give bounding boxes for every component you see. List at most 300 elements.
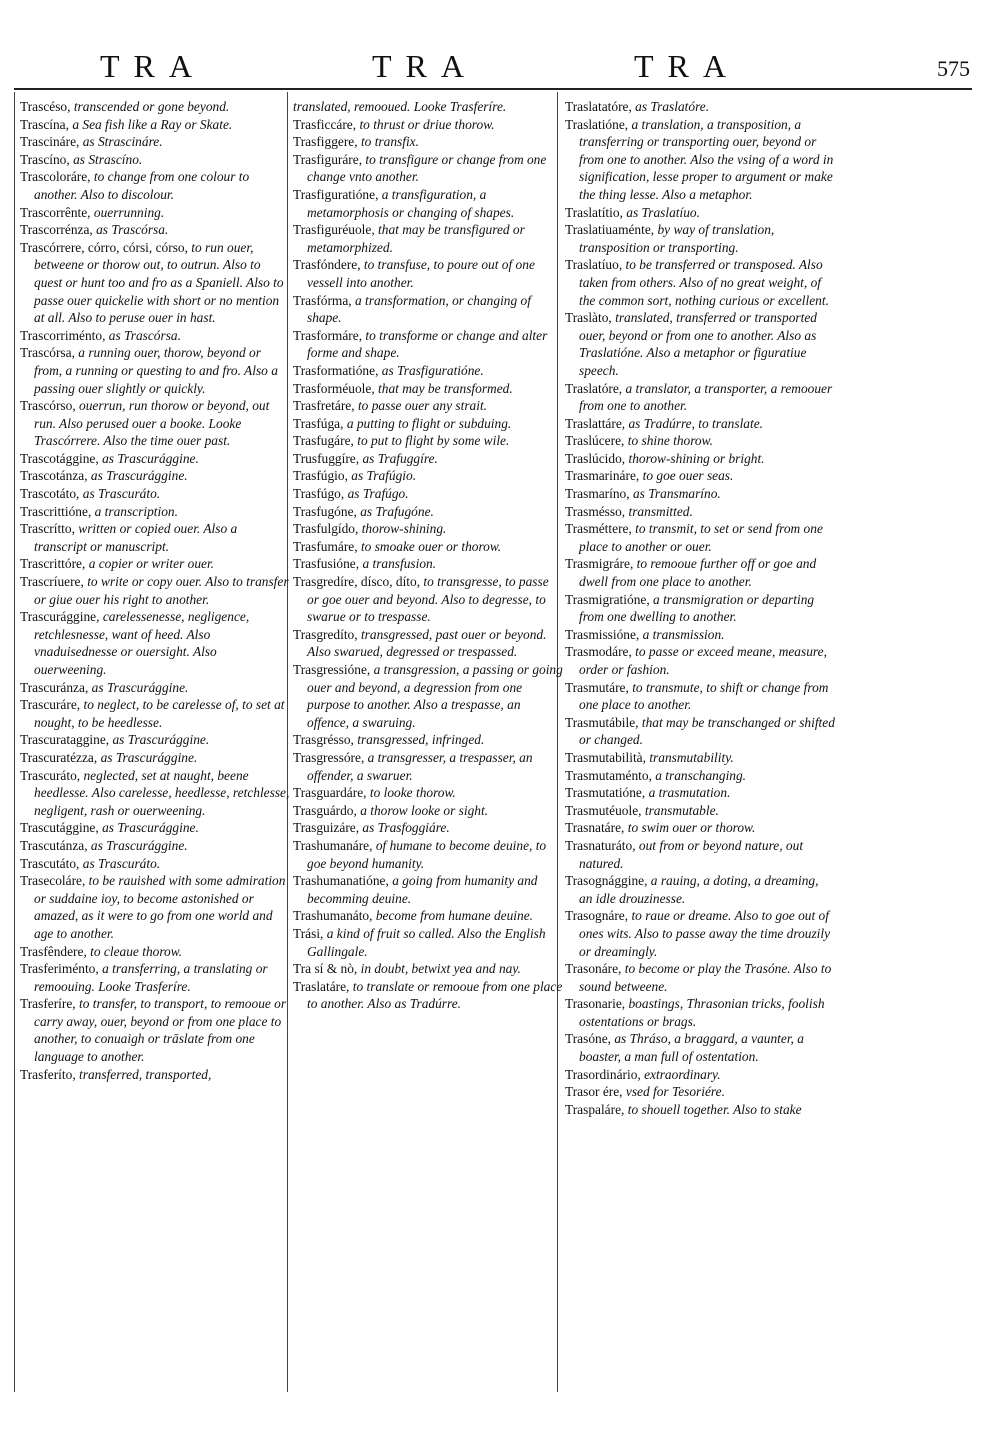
entry-gloss: to change from one colour to another. Also to discolour. (34, 169, 250, 202)
entry-gloss: as Trascurággine. (102, 450, 199, 466)
dictionary-entry (20, 344, 290, 397)
entry-headword: Trascrítto, (20, 521, 79, 537)
entry-gloss: a transfiguration, a metamorphosis or changing of shapes. (307, 186, 515, 220)
entry-headword: Trasmutabilità, (565, 749, 650, 765)
dictionary-entry (20, 204, 290, 222)
entry-headword: Trascéso, (20, 99, 74, 114)
entry-gloss: of humane to become deuine, to goe beyond humanity. (307, 837, 547, 871)
entry-headword: Trasmodáre, (565, 644, 636, 660)
entry-gloss: to transfer, to transport, to remooue or carry away, ouer, beyond or from one place to another, to conuaigh or trāslate from one language to another. (34, 996, 287, 1065)
dictionary-entry (20, 327, 290, 345)
entry-gloss: as Trascuráto. (82, 486, 161, 502)
entry-gloss: to looke thorow. (369, 785, 456, 801)
dictionary-entry (565, 520, 835, 555)
entry-headword: Trasmigratióne, (565, 591, 654, 607)
entry-headword: Trasmutábile, (565, 714, 642, 730)
entry-headword: Tra sí & nò, (293, 961, 361, 977)
dictionary-entry (565, 591, 835, 626)
entry-gloss: to neglect, to be carelesse of, to set at nought, to be heedlesse. (34, 697, 285, 730)
entry-gloss: to cleaue thorow. (90, 943, 183, 959)
dictionary-entry (565, 767, 835, 785)
entry-headword: Trasmigráre, (565, 556, 637, 572)
entry-headword: Trascorrénza, (20, 222, 97, 238)
dictionary-entry (293, 327, 563, 362)
dictionary-entry (565, 714, 835, 749)
entry-headword: Traslatiuaménte, (565, 222, 658, 238)
entry-headword: Trasméssо, (565, 503, 629, 519)
dictionary-entry (20, 767, 290, 820)
dictionary-entry (565, 415, 835, 433)
entry-gloss: transcended or gone beyond. (73, 99, 230, 114)
entry-gloss: out from or beyond nature, out natured. (579, 837, 804, 871)
dictionary-entry (293, 784, 563, 802)
dictionary-entry (293, 573, 563, 626)
running-head-right: TRA (634, 48, 740, 84)
entry-gloss: a transgresser, a trespasser, an offender, a swaruer. (307, 749, 533, 783)
entry-headword: Trasonarie, (565, 996, 629, 1012)
entry-headword: Trasméttere, (565, 521, 636, 537)
entry-headword: Trasfretáre, (293, 398, 358, 414)
dictionary-entry (293, 907, 563, 925)
entry-headword: Trascína, (20, 116, 73, 132)
dictionary-entry (565, 679, 835, 714)
entry-headword: Trascríuere, (20, 574, 88, 590)
dictionary-entry (293, 415, 563, 433)
entry-gloss: to swim ouer or thorow. (627, 820, 756, 836)
dictionary-entry (293, 450, 563, 468)
entry-gloss: a putting to flight or subduing. (346, 415, 512, 431)
entry-headword: Trasfiggere, (293, 134, 361, 150)
entry-headword: Trascórsa, (20, 345, 79, 361)
entry-headword: Trasognággine, (565, 873, 651, 889)
dictionary-entry (20, 133, 290, 151)
dictionary-entry (565, 450, 835, 468)
dictionary-entry (20, 239, 290, 327)
entry-gloss: a transmission. (642, 626, 725, 642)
entry-gloss: to transgresse, to passe or goe ouer and beyond. Also to degresse, to swarue or to trespasse. (307, 574, 549, 625)
dictionary-entry (20, 151, 290, 169)
entry-gloss: transferred, transported, (79, 1066, 212, 1082)
dictionary-entry (565, 643, 835, 678)
dictionary-entry (565, 1083, 835, 1101)
dictionary-entry (293, 626, 563, 661)
entry-headword: Trascotáto, (20, 486, 83, 502)
entry-headword: Traslúcere, (565, 433, 628, 449)
entry-gloss: ouerrunning. (93, 204, 165, 220)
entry-gloss: as Tradúrre, to translate. (628, 415, 764, 431)
dictionary-entry (565, 626, 835, 644)
entry-headword: Trashumanatióne, (293, 873, 393, 889)
entry-gloss: as Trascurággine. (90, 837, 188, 853)
dictionary-entry (20, 855, 290, 873)
entry-gloss: carelessenesse, negligence, retchlesnesse, want of heed. Also vnaduisednesse or ouersight. Also ouerweening. (34, 609, 250, 677)
entry-headword: Trasnaturáto, (565, 837, 639, 853)
dictionary-entry (565, 837, 835, 872)
entry-gloss: written or copied ouer. Also a transcript or manuscript. (34, 521, 238, 554)
entry-gloss: that may be transfigured or metamorphized. (307, 222, 525, 255)
entry-gloss: a Sea fish like a Ray or Skate. (72, 116, 233, 132)
entry-gloss: a transgression, a passing or going ouer and beyond, a degression from one purpose to another. Also a trespasse, an offence, a swaruing. (307, 662, 563, 730)
dictionary-entry (293, 485, 563, 503)
entry-headword: Trasgressióne, (293, 662, 374, 677)
dictionary-entry (293, 151, 563, 186)
page-number: 575 (937, 56, 970, 81)
entry-gloss: a transmigration or departing from one dwelling to another. (579, 591, 815, 625)
entry-headword: Trascotággine, (20, 450, 103, 466)
entry-headword: Trascutáto, (20, 855, 83, 871)
entry-headword: Trasformáre, (293, 327, 366, 343)
entry-gloss: to be transferred or transposed. Also taken from others. Also of no great weight, of the common sort, nothing curious or excellent. (579, 257, 829, 308)
entry-gloss: transmitted. (628, 503, 693, 519)
entry-gloss: to put to flight by some wile. (357, 433, 510, 449)
entry-gloss: a copier or writer ouer. (88, 556, 215, 572)
entry-headword: Traslatóre, (565, 380, 626, 396)
entry-headword: Trascrittióne, (20, 503, 95, 519)
entry-headword: Trasficcáre, (293, 116, 360, 132)
entry-headword: Traslúcido, (565, 450, 629, 466)
dictionary-entry (20, 221, 290, 239)
dictionary-entry (20, 679, 290, 697)
dictionary-entry (293, 221, 563, 256)
entry-gloss: as Traslatóre. (635, 99, 710, 114)
entry-headword: Trasfêndere, (20, 943, 91, 959)
dictionary-entry (20, 1066, 290, 1084)
entry-headword: Trasfúgio, (293, 468, 352, 484)
dictionary-entry (20, 749, 290, 767)
entry-headword: Traslatióne, (565, 116, 632, 132)
dictionary-entry (20, 520, 290, 555)
dictionary-entry (565, 204, 835, 222)
entry-gloss: as Trascórsa. (108, 327, 181, 343)
entry-gloss: transgressed, past ouer or beyond. Also swarued, degressed or trespassed. (307, 626, 547, 660)
column-3 (565, 98, 835, 1118)
dictionary-entry (20, 995, 290, 1065)
entry-gloss: extraordinary. (644, 1066, 721, 1082)
entry-gloss: to transmit, to set or send from one place to another or ouer. (579, 521, 823, 554)
dictionary-entry (293, 555, 563, 573)
dictionary-entry (20, 168, 290, 203)
dictionary-entry (565, 467, 835, 485)
entry-headword: Trasferíto, (20, 1066, 80, 1082)
entry-headword: Trasognáre, (565, 908, 632, 924)
entry-gloss: as Trafúgo. (347, 486, 409, 502)
entry-gloss: as Thráso, a braggard, a vaunter, a boaster, a man full of ostentation. (579, 1031, 804, 1065)
entry-gloss: transmutable. (644, 802, 719, 818)
entry-headword: Trasgredíre, dísco, díto, (293, 574, 424, 590)
entry-gloss: a transformation, or changing of shape. (307, 292, 531, 326)
dictionary-entry (293, 503, 563, 521)
dictionary-entry (20, 116, 290, 134)
dictionary-entry (565, 872, 835, 907)
entry-headword: Trasgredíto, (293, 626, 361, 642)
dictionary-entry (565, 819, 835, 837)
dictionary-entry (565, 309, 835, 379)
dictionary-entry (293, 837, 563, 872)
dictionary-entry (20, 467, 290, 485)
entry-gloss: a translation, a transposition, a transferring or transporting ouer, beyond or from one to another. Also the vsing of a word in signification, lesse proper to argument or make the thing lesse. Also a metaphor. (579, 116, 834, 202)
entry-headword: Trascináre, (20, 134, 83, 150)
entry-headword: Trasnatáre, (565, 820, 628, 836)
entry-gloss: a transcription. (94, 503, 178, 519)
dictionary-entry (565, 380, 835, 415)
entry-gloss: that may be transformed. (378, 380, 513, 396)
entry-headword: Trascutánza, (20, 837, 91, 853)
dictionary-entry (20, 872, 290, 942)
dictionary-entry (20, 485, 290, 503)
dictionary-entry (293, 362, 563, 380)
dictionary-entry (20, 837, 290, 855)
dictionary-entry (293, 731, 563, 749)
entry-gloss: a transferring, a translating or remoouing. Looke Trasferíre. (34, 961, 268, 994)
dictionary-entry (565, 432, 835, 450)
dictionary-entry (565, 221, 835, 256)
entry-headword: Trasgrésso, (293, 732, 358, 748)
entry-gloss: as Strascináre. (82, 134, 163, 150)
entry-headword: Trasfúgo, (293, 486, 348, 502)
dictionary-entry (293, 925, 563, 960)
dictionary-entry (293, 520, 563, 538)
entry-gloss: to transfigure or change from one change vnto another. (307, 151, 547, 185)
entry-headword: Trasmutéuole, (565, 802, 645, 818)
dictionary-entry (293, 978, 563, 1013)
entry-headword: Trasor ére, (565, 1084, 626, 1100)
dictionary-entry (20, 98, 290, 116)
entry-gloss: to transfuse, to poure out of one vessell into another. (307, 257, 535, 290)
dictionary-entry (565, 995, 835, 1030)
entry-gloss: as Trafúgio. (351, 468, 417, 484)
entry-headword: Trasformatióne, (293, 362, 382, 378)
entry-headword: Trascorrênte, (20, 204, 94, 220)
entry-gloss: to transforme or change and alter forme and shape. (307, 327, 548, 361)
entry-headword: Trasfumáre, (293, 538, 361, 554)
entry-gloss: as Trasfoggiáre. (362, 820, 450, 836)
entry-gloss: to goe ouer seas. (642, 468, 734, 484)
entry-gloss: to write or copy ouer. Also to transfer or giue ouer his right to another. (34, 574, 289, 607)
entry-gloss: that may be transchanged or shifted or changed. (579, 714, 835, 748)
dictionary-entry (20, 573, 290, 608)
dictionary-entry (565, 907, 835, 960)
entry-gloss: a thorow looke or sight. (360, 802, 489, 818)
running-head-center: TRA (372, 48, 478, 84)
dictionary-entry (293, 661, 563, 731)
entry-gloss: to translate or remooue from one place to another. Also as Tradúrre. (307, 978, 563, 1012)
dictionary-entry (293, 432, 563, 450)
entry-gloss: thorow-shining or bright. (628, 450, 765, 466)
entry-headword: Trasmarináre, (565, 468, 643, 484)
entry-gloss: as Trascurággine. (90, 468, 188, 484)
entry-gloss: translated, transferred or transported ouer, beyond or from one to another. Also as Traslatióne. Also a metaphor or figuratiue speech. (579, 310, 817, 378)
entry-headword: Trasecoláre, (20, 873, 89, 889)
dictionary-entry (293, 133, 563, 151)
entry-headword: Trascuratézza, (20, 749, 101, 765)
column-1 (20, 98, 290, 1083)
entry-headword: Traslatítio, (565, 204, 627, 220)
dictionary-entry (20, 608, 290, 678)
entry-headword: Traslatáre, (293, 978, 353, 994)
entry-headword: Trasmaríno, (565, 486, 633, 502)
entry-headword: Trashumanáre, (293, 837, 376, 853)
entry-headword: Trascíno, (20, 151, 74, 167)
entry-headword: Trasmutáre, (565, 679, 633, 695)
dictionary-entry (565, 98, 835, 116)
header-rule (14, 88, 972, 90)
dictionary-entry (20, 450, 290, 468)
dictionary-entry (565, 1030, 835, 1065)
dictionary-entry (293, 872, 563, 907)
entry-headword: Trasfugáre, (293, 433, 358, 449)
entry-gloss: a translator, a transporter, a remoouer from one to another. (579, 380, 833, 414)
entry-headword: Trasguárdo, (293, 802, 361, 818)
dictionary-entry (20, 819, 290, 837)
entry-headword: Trascórrere, córro, córsi, córso, (20, 239, 192, 255)
dictionary-entry (293, 380, 563, 398)
dictionary-entry (293, 749, 563, 784)
entry-gloss: as Trascurággine. (91, 679, 189, 695)
entry-gloss: to shouell together. Also to stake (627, 1101, 802, 1117)
entry-headword: Trasóne, (565, 1031, 615, 1047)
entry-gloss: as Trascurággine. (112, 732, 210, 748)
entry-gloss: to thrust or driue thorow. (359, 116, 495, 132)
dictionary-entry (565, 802, 835, 820)
entry-gloss: to shine thorow. (627, 433, 713, 449)
running-head-left: TRA (100, 48, 206, 84)
entry-gloss: to remooue further off or goe and dwell from one place to another. (579, 556, 817, 590)
entry-headword: Trasguardáre, (293, 785, 370, 801)
entry-headword: Trascoloráre, (20, 169, 94, 185)
entry-gloss: as Trafugóne. (360, 503, 434, 519)
dictionary-entry (293, 538, 563, 556)
entry-gloss: as Strascíno. (73, 151, 143, 167)
entry-headword: Trasmutaménto, (565, 767, 656, 783)
entry-gloss: a transchanging. (655, 767, 747, 783)
entry-headword: Trashumanáto, (293, 908, 376, 924)
entry-gloss: as Trafuggíre. (362, 450, 438, 466)
dictionary-entry (20, 503, 290, 521)
entry-gloss: thorow-shining. (361, 521, 447, 537)
entry-gloss: a running ouer, thorow, beyond or from, a running or questing to and fro. Also a passing ouer slightly or quickly. (34, 345, 278, 396)
entry-headword: Trasfóndere, (293, 257, 364, 273)
dictionary-entry (293, 116, 563, 134)
dictionary-entry (293, 397, 563, 415)
dictionary-entry (293, 186, 563, 221)
entry-headword: Trasguizáre, (293, 820, 363, 836)
entry-gloss: as Trascuráto. (82, 855, 161, 871)
dictionary-entry (20, 397, 290, 450)
page-header (20, 48, 970, 88)
dictionary-entry (565, 960, 835, 995)
entry-headword: Trasferiménto, (20, 961, 103, 977)
entry-headword: Trasferíre, (20, 996, 80, 1012)
dictionary-entry (293, 467, 563, 485)
dictionary-entry (293, 960, 563, 978)
entry-headword: Traslattáre, (565, 415, 629, 431)
dictionary-entry (565, 256, 835, 309)
entry-gloss: to smoake ouer or thorow. (360, 538, 502, 554)
dictionary-entry (565, 749, 835, 767)
entry-gloss: a trasmutation. (648, 785, 731, 801)
entry-gloss: transgressed, infringed. (357, 732, 485, 748)
entry-headword: Trasfórma, (293, 292, 355, 308)
entry-gloss: as Transmaríno. (632, 486, 721, 502)
entry-headword: Traslatatóre, (565, 99, 636, 114)
entry-gloss: a transfusion. (362, 556, 437, 572)
entry-headword: Trasforméuole, (293, 380, 379, 396)
entry-headword: Traslatíuo, (565, 257, 626, 273)
entry-headword: Trasmissióne, (565, 626, 643, 642)
entry-headword: Traslàto, (565, 310, 616, 326)
entry-headword: Traspaláre, (565, 1101, 628, 1117)
entry-gloss: as Trascurággine. (102, 820, 199, 836)
dictionary-entry (565, 784, 835, 802)
entry-headword: Trascutággine, (20, 820, 103, 836)
entry-gloss: to become or play the Trasóne. Also to sound betweene. (579, 961, 832, 994)
dictionary-entry (565, 116, 835, 204)
entry-gloss: to run ouer, betweene or thorow out, to outrun. Also to quest or hunt too and fro as a Spaniell. Also to passe ouer quickelie with short or no mention at all. Also to peruse ouer in hast. (34, 239, 284, 326)
entry-headword: Trascurággine, (20, 609, 103, 625)
entry-gloss: neglected, set at naught, beene heedlesse. Also carelesse, heedlesse, retchlesse, negligent, rash or ouerweening. (34, 767, 290, 818)
dictionary-entry (20, 555, 290, 573)
entry-headword: Trascotánza, (20, 468, 91, 484)
entry-headword: Trasfúga, (293, 415, 347, 431)
dictionary-entry (565, 503, 835, 521)
dictionary-entry (293, 292, 563, 327)
dictionary-entry (20, 960, 290, 995)
dictionary-entry (293, 256, 563, 291)
dictionary-entry (20, 731, 290, 749)
entry-gloss: a kind of fruit so called. Also the English Gallingale. (307, 925, 546, 959)
entry-headword: Trasfusióne, (293, 556, 363, 572)
entry-gloss: as Trasfiguratióne. (381, 362, 484, 378)
entry-gloss: to be rauished with some admiration or suddaine ioy, to become astonished or amazed, as it were to go from one world and age to another. (34, 873, 286, 941)
entry-gloss: transmutability. (649, 749, 734, 765)
entry-gloss: as Trascórsa. (96, 222, 169, 238)
entry-headword: Trusfuggíre, (293, 450, 363, 466)
column-rule-left (14, 92, 15, 1392)
entry-headword: Trascuránza, (20, 679, 92, 695)
entry-gloss: a going from humanity and becomming deuine. (307, 873, 538, 906)
entry-gloss: translated, remooued. Looke Trasferíre. (293, 99, 507, 114)
dictionary-entry (293, 802, 563, 820)
entry-gloss: as Traslatíuo. (626, 204, 700, 220)
dictionary-entry (565, 555, 835, 590)
entry-gloss: vsed for Tesoriére. (625, 1084, 725, 1100)
dictionary-entry (293, 819, 563, 837)
entry-gloss: to passe ouer any strait. (357, 398, 488, 414)
dictionary-entry (293, 98, 563, 116)
entry-headword: Trasfugóne, (293, 503, 361, 519)
entry-headword: Trasfiguréuole, (293, 222, 379, 238)
entry-gloss: ouerrun, run thorow or beyond, out run. Also perused ouer a booke. Looke Trascórrere. Also the time ouer past. (34, 398, 270, 449)
entry-headword: Trascuráre, (20, 697, 84, 713)
entry-headword: Trasfulgído, (293, 521, 362, 537)
entry-headword: Trasmutatióne, (565, 785, 649, 801)
entry-headword: Trasfiguráre, (293, 151, 366, 167)
entry-gloss: to passe or exceed meane, measure, order or fashion. (579, 644, 827, 677)
entry-gloss: to transmute, to shift or change from one place to another. (579, 679, 829, 713)
entry-headword: Trasfiguratióne, (293, 186, 382, 202)
entry-headword: Trasordinário, (565, 1066, 645, 1082)
entry-headword: Trascorriménto, (20, 327, 109, 343)
dictionary-entry (20, 696, 290, 731)
entry-gloss: by way of translation, transposition or transporting. (579, 222, 775, 255)
dictionary-entry (565, 485, 835, 503)
entry-headword: Trasonáre, (565, 961, 625, 977)
dictionary-entry (20, 943, 290, 961)
entry-gloss: as Trascurággine. (100, 749, 198, 765)
entry-headword: Trasgressóre, (293, 749, 368, 765)
entry-gloss: to transfix. (360, 134, 419, 150)
entry-headword: Trascurataggine, (20, 732, 113, 748)
